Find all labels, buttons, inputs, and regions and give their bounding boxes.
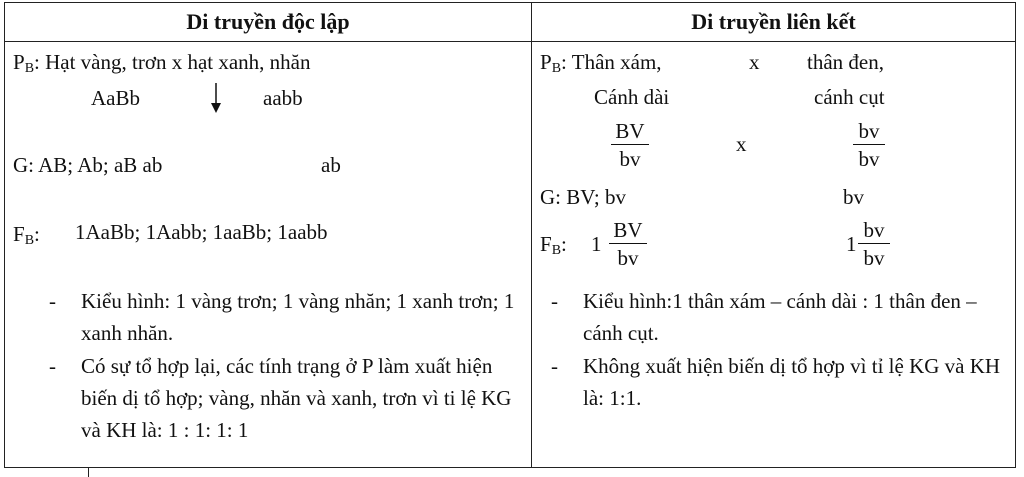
column-divider xyxy=(531,3,532,467)
genetics-comparison-table xyxy=(4,2,1016,468)
right-bullet-1: - Kiểu hình:1 thân xám – cánh dài : 1 thân đen – cánh cụt. xyxy=(551,289,977,345)
left-gametes-2: ab xyxy=(321,153,341,177)
left-bullet-1: - Kiểu hình: 1 vàng trơn; 1 vàng nhăn; 1 xanh trơn; 1 xanh nhăn. xyxy=(49,289,515,345)
page-edge-mark xyxy=(88,468,89,477)
right-offspring-fraction-1: $\frac{BV}{bv}$ xyxy=(609,218,647,270)
right-offspring-label: $F_B$: xyxy=(540,232,567,258)
right-parent2-line2: cánh cụt xyxy=(814,85,885,109)
left-offspring-label: $F_B$: xyxy=(13,222,40,248)
right-parent1-genotype-fraction: $\frac{BV}{bv}$ xyxy=(611,119,649,171)
header-independent: Di truyền độc lập xyxy=(5,3,531,42)
header-linked: Di truyền liên kết xyxy=(532,3,1015,42)
right-parent-line: $P_B$: Thân xám, xyxy=(540,50,662,76)
right-parent2-genotype-fraction: $\frac{bv}{bv}$ xyxy=(853,119,885,171)
right-cross-symbol-2: x xyxy=(736,132,747,156)
right-offspring-fraction-2: $\frac{bv}{bv}$ xyxy=(858,218,890,270)
right-parent2-line1: thân đen, xyxy=(807,50,884,74)
left-gametes: G: AB; Ab; aB ab xyxy=(13,153,163,177)
right-bullet-2: - Không xuất hiện biến dị tổ hợp vì tỉ lệ KG và KH là: 1:1. xyxy=(551,354,1001,410)
right-cross-symbol: x xyxy=(749,50,760,74)
left-bullet-2: - Có sự tổ hợp lại, các tính trạng ở P làm xuất hiện biến dị tổ hợp; vàng, nhăn và xanh, trơn vì ti lệ KG và KH là: 1 : 1: 1: 1 xyxy=(49,354,512,442)
left-genotype-2: aabb xyxy=(263,86,303,110)
right-gametes: G: BV; bv xyxy=(540,185,626,209)
left-genotype-1: AaBb xyxy=(91,86,140,110)
left-offspring-ratio: 1AaBb; 1Aabb; 1aaBb; 1aabb xyxy=(75,220,328,244)
down-arrow-icon xyxy=(209,81,223,115)
right-gametes-2: bv xyxy=(843,185,864,209)
right-offspring-coef-2: 1 xyxy=(846,232,857,256)
right-parent1-line2: Cánh dài xyxy=(594,85,670,109)
left-parent-line: $P_B$: Hạt vàng, trơn x hạt xanh, nhăn xyxy=(13,50,311,76)
right-offspring-coef-1: 1 xyxy=(591,232,602,256)
